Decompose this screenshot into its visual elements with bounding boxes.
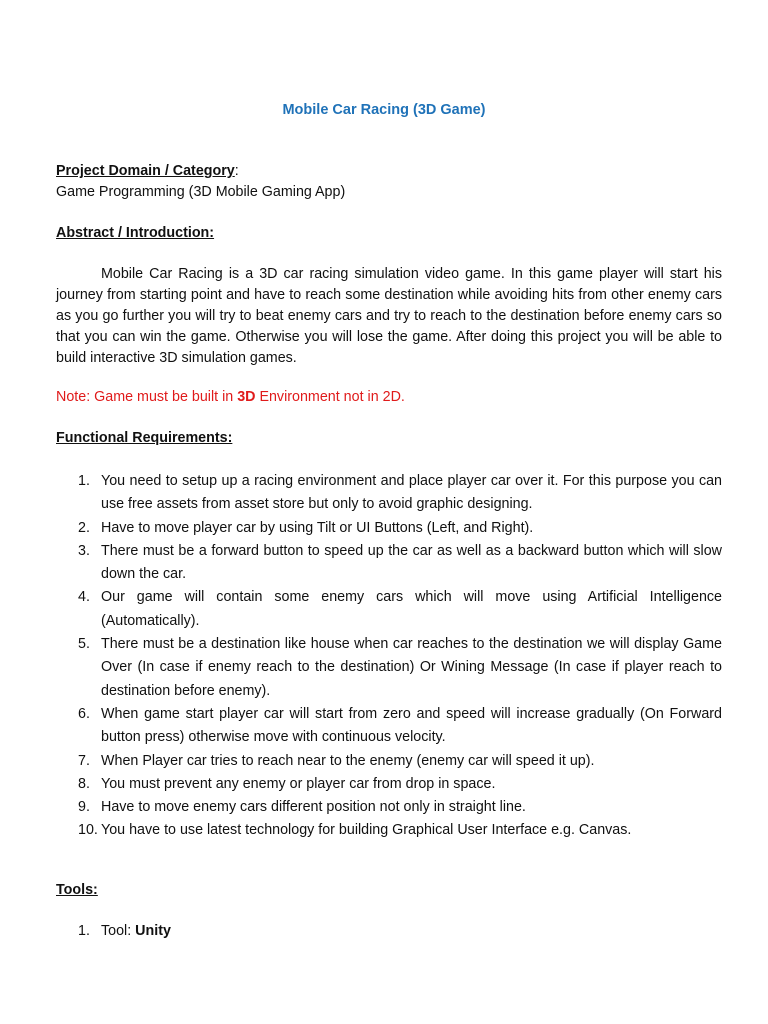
functional-requirements-heading: Functional Requirements:: [56, 430, 233, 446]
requirement-number: 7.: [78, 752, 90, 769]
tool-value: Unity: [135, 923, 171, 939]
requirement-item: [56, 470, 722, 517]
requirement-item: [56, 517, 722, 540]
abstract-paragraph: Mobile Car Racing is a 3D car racing simulation video game. In this game player will start his journey from starting point and have to reach some destination while avoiding hits from other enemy cars as you go further you will try to beat enemy cars and try to reach to the destination before enemy cars so that you can win the game. Otherwise you will lose the game. After doing this project you will be able to build interactive 3D simulation games.: [56, 266, 722, 366]
requirement-number: 5.: [78, 636, 90, 653]
requirement-text: You have to use latest technology for building Graphical User Interface e.g. Canvas.: [101, 822, 632, 839]
requirement-text: When game start player car will start from zero and speed will increase gradually (On Forward button press) otherwise move with continuous velocity.: [101, 705, 722, 746]
requirement-item: [56, 773, 722, 796]
tool-number: 1.: [78, 923, 90, 939]
requirement-number: 1.: [78, 473, 90, 489]
tools-heading: Tools:: [56, 882, 98, 898]
project-domain-heading-colon: :: [234, 163, 239, 179]
note-suffix: Environment not in 2D.: [255, 389, 405, 405]
requirement-text: There must be a forward button to speed up the car as well as a backward button which will slow down the car.: [101, 542, 722, 583]
requirement-text: There must be a destination like house when car reaches to the destination we will display Game Over (In case if enemy reach to the destination) Or Wining Message (In case if player reach to destination before enemy).: [101, 636, 722, 699]
requirement-item: [56, 586, 722, 633]
requirement-item: [56, 750, 722, 773]
requirement-item: [56, 819, 722, 842]
note-line: [56, 389, 405, 405]
requirements-list: [56, 470, 722, 843]
requirement-text: You need to setup up a racing environment and place player car over it. For this purpose you can use free assets from asset store but only to avoid graphic designing.: [101, 473, 722, 513]
requirement-item: [56, 703, 722, 750]
requirement-number: 10.: [78, 822, 98, 839]
requirement-item: [56, 796, 722, 819]
requirement-item: [56, 633, 722, 703]
requirement-text: Have to move player car by using Tilt or UI Buttons (Left, and Right).: [101, 519, 534, 536]
project-domain-heading: [56, 163, 239, 179]
requirement-number: 9.: [78, 799, 90, 816]
requirement-text: Our game will contain some enemy cars which will move using Artificial Intelligence (Automatically).: [101, 589, 722, 629]
requirement-text: You must prevent any enemy or player car from drop in space.: [101, 775, 496, 792]
requirement-number: 6.: [78, 705, 90, 722]
project-domain-value: Game Programming (3D Mobile Gaming App): [56, 184, 346, 200]
tool-item: [78, 923, 171, 939]
tool-label: Tool:: [101, 923, 136, 939]
requirement-number: 4.: [78, 589, 90, 606]
requirement-number: 2.: [78, 519, 90, 536]
requirement-text: When Player car tries to reach near to the enemy (enemy car will speed it up).: [101, 752, 595, 769]
requirement-text: Have to move enemy cars different position not only in straight line.: [101, 799, 526, 816]
tool-line: [101, 923, 171, 939]
abstract-heading: Abstract / Introduction:: [56, 225, 215, 241]
note-prefix: Note: Game must be built in: [56, 389, 238, 405]
requirement-number: 8.: [78, 775, 90, 792]
requirement-item: [56, 540, 722, 587]
document-title: Mobile Car Racing (3D Game): [282, 102, 486, 118]
note-bold-3d: 3D: [237, 389, 256, 405]
project-domain-heading-text: Project Domain / Category: [56, 163, 235, 179]
requirement-number: 3.: [78, 542, 90, 559]
